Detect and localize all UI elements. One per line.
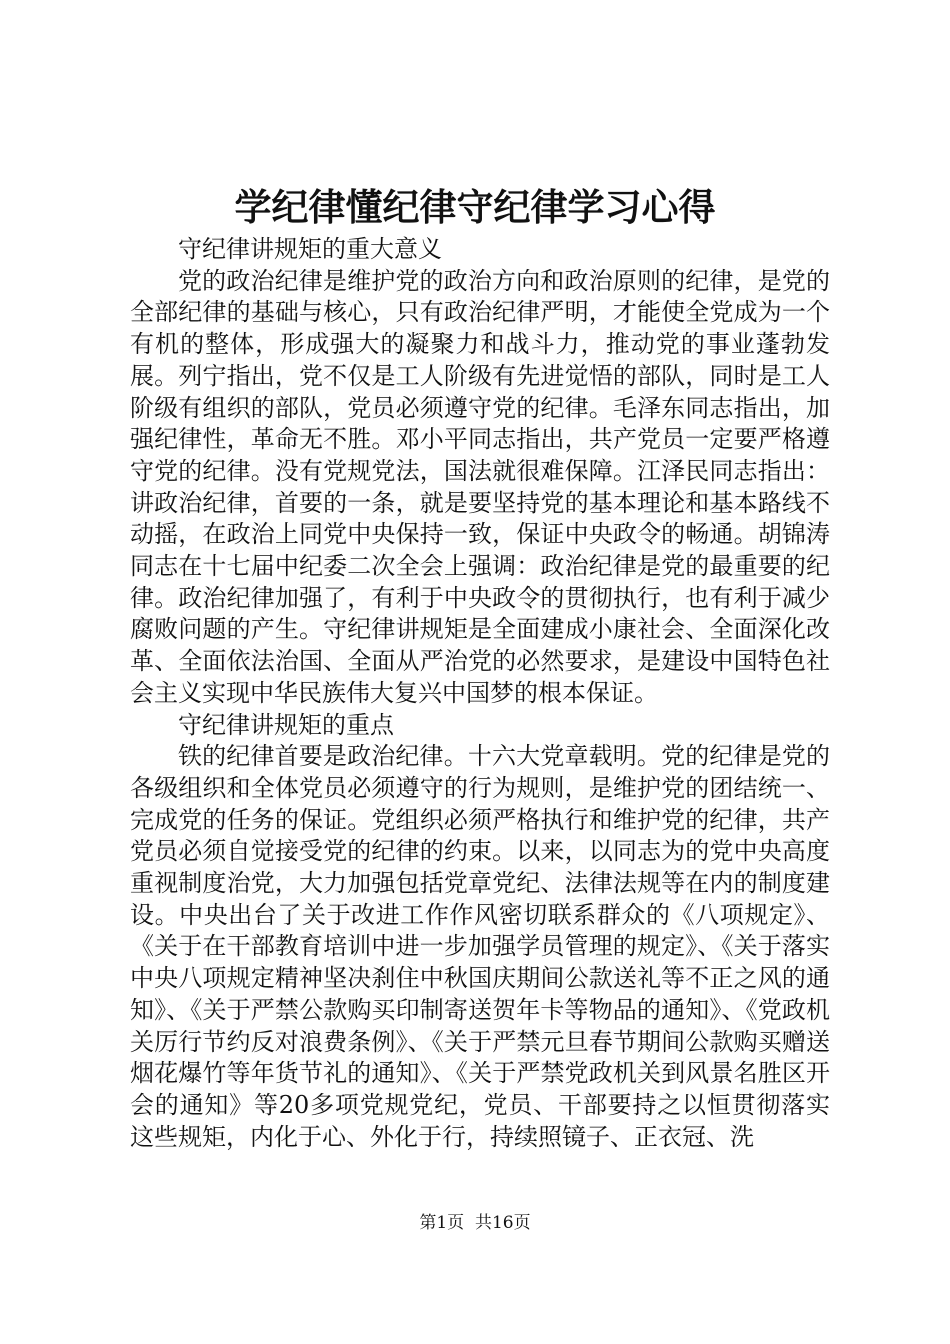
document-title: 学纪律懂纪律守纪律学习心得 bbox=[234, 185, 716, 229]
document-body bbox=[130, 234, 830, 1153]
section-heading-significance: 守纪律讲规矩的重大意义 bbox=[178, 235, 442, 263]
section-paragraph-significance: 党的政治纪律是维护党的政治方向和政治原则的纪律，是党的全部纪律的基础与核心，只有政治纪律严明，才能使全党成为一个有机的整体，形成强大的凝聚力和战斗力，推动党的事业蓬勃发展。列宁指出，党不仅是工人阶级有先进觉悟的部队，同时是工人阶级有组织的部队，党员必须遵守党的纪律。毛泽东同志指出，加强纪律性，革命无不胜。邓小平同志指出，共产党员一定要严格遵守党的纪律。没有党规党法，国法就很难保障。江泽民同志指出：讲政治纪律，首要的一条，就是要坚持党的基本理论和基本路线不动摇，在政治上同党中央保持一致，保证中央政令的畅通。胡锦涛同志在十七届中纪委二次全会上强调：政治纪律是党的最重要的纪律。政治纪律加强了，有利于中央政令的贯彻执行，也有利于减少腐败问题的产生。守纪律讲规矩是全面建成小康社会、全面深化改革、全面依法治国、全面从严治党的必然要求，是建设中国特色社会主义实现中华民族伟大复兴中国梦的根本保证。 bbox=[130, 266, 830, 707]
section-heading-focus: 守纪律讲规矩的重点 bbox=[178, 710, 394, 739]
section-paragraph-focus: 铁的纪律首要是政治纪律。十六大党章载明。党的纪律是党的各级组织和全体党员必须遵守的行为规则，是维护党的团结统一、完成党的任务的保证。党组织必须严格执行和维护党的纪律，共产党员必须自觉接受党的纪律的约束。以来，以同志为的党中央高度重视制度治党，大力加强包括党章党纪、法律法规等在内的制度建设。中央出台了关于改进工作作风密切联系群众的《八项规定》、《关于在干部教育培训中进一步加强学员管理的规定》、《关于落实中央八项规定精神坚决刹住中秋国庆期间公款送礼等不正之风的通知》、《关于严禁公款购买印制寄送贺年卡等物品的通知》、《党政机关厉行节约反对浪费条例》、《关于严禁元旦春节期间公款购买赠送烟花爆竹等年货节礼的通知》、《关于严禁党政机关到风景名胜区开会的通知》等20多项党规党纪，党员、干部要持之以恒贯彻落实这些规矩，内化于心、外化于行，持续照镜子、正衣冠、洗 bbox=[130, 742, 830, 1151]
page-number-footer: 第1页 共16页 bbox=[419, 1213, 531, 1233]
